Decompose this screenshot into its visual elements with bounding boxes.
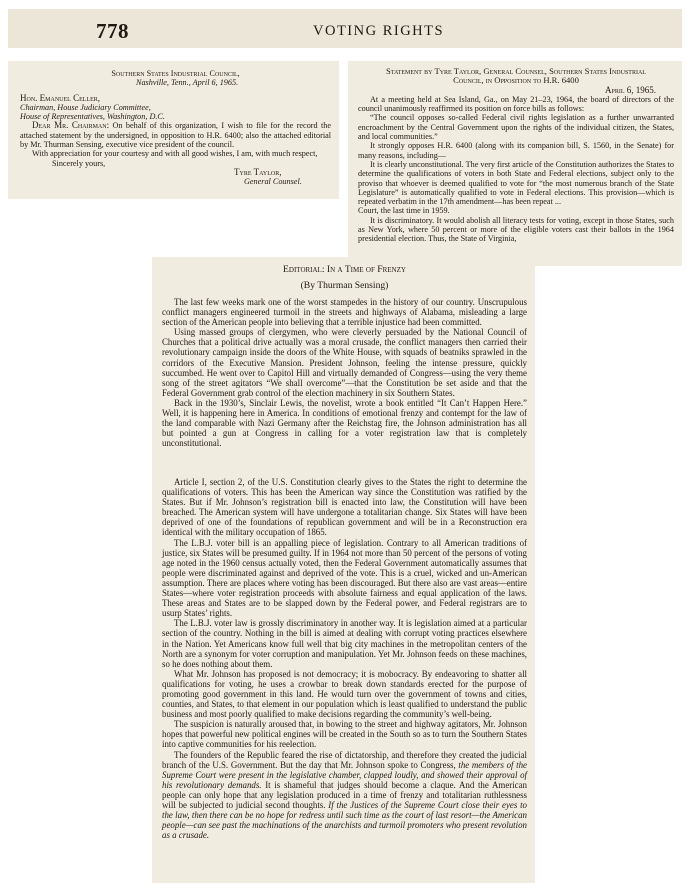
- letter-salutation: Dear Mr. Chairman:: [32, 120, 110, 131]
- statement-quote: “The council opposes so-called Federal civil rights legislation as a further unwarranted encroachment by the Central Government upon the rights of the individual citizen, the States, and local communities.”: [358, 113, 674, 142]
- editorial-paragraph: The last few weeks mark one of the worst stampedes in the history of our country. Unscrupulous conflict managers engineered turmoil in the streets and highways of Alabama, misleading a large section of the American people into believing that a terrible injustice had been committed.: [162, 297, 527, 328]
- editorial-text: The founders of the Republic feared the rise of dictatorship, and therefore they created the judicial branch of the U.S. Government. But the day that Mr. Johnson spoke to Congress,: [162, 749, 527, 770]
- statement-heading-line-2: Council, in Opposition to H.R. 6400: [453, 75, 579, 86]
- letter-organization: Southern States Industrial Council,: [111, 69, 240, 78]
- statement-date: April 6, 1965.: [604, 84, 656, 95]
- letter-clipping: [8, 61, 339, 199]
- editorial-title: Editorial: In a Time of Frenzy: [283, 264, 406, 275]
- editorial-paragraph: Using massed groups of clergymen, who were cleverly persuaded by the National Council of Churches that a political drive actually was a moral crusade, the conflict managers then carried their revolutionary campaign inside the doors of the White House, with squads of beatniks sprawled in the corridors of the Executive Mansion. President Johnson, feeling the intense pressure, quickly succumbed. He went over to Capitol Hill and virtually demanded of Congress—using the very theme song of the street agitators “We shall overcome”—that the Constitution be set aside and that the Federal Government grab control of the election machinery in six Southern States.: [162, 327, 527, 398]
- editorial-text: It is shameful that judges should become a claque. And the American people can only hope that any legislation produced in a time of frenzy and totalitarian ruthlessness will be subjected to judicial second thoughts.: [162, 779, 527, 810]
- letter-body-1-text: On behalf of this organization, I wish to file for the record the attached statement by the undersigned, in opposition to H.R. 6400; also the attached editorial by Mr. Thurman Sensing, executive vice president of the council.: [20, 121, 331, 150]
- page-header: [8, 9, 682, 48]
- editorial-paragraph: Article I, section 2, of the U.S. Constitution clearly gives to the States the right to determine the qualifications of voters. This has been the American way since the Constitution was ratified by the States. But if Mr. Johnson’s registration bill is enacted into law, the Constitution will have been breached. The American system will have undergone a totalitarian change. Six States will have been deprived of one of the foundations of republican government and will be in a Reconstruction era identical with the military occupation of 1865.: [162, 477, 527, 538]
- letter-place-date: Nashville, Tenn., April 6, 1965.: [136, 78, 239, 88]
- editorial-italic-text: the members of the Supreme Court were present in the legislative chamber, clapped loudly, and showed their approval of his revolutionary demands.: [162, 759, 527, 790]
- editorial-byline: (By Thurman Sensing): [300, 280, 389, 291]
- letter-addressee-name: Hon. Emanuel Celler,: [20, 92, 100, 103]
- editorial-paragraph-final: [162, 750, 527, 841]
- editorial-paragraph: The suspicion is naturally aroused that, in bowing to the street and highway agitators, Mr. Johnson hopes that powerful new political engines will be created in the South so as to turn the Southern States into captive communities for his reelection.: [162, 719, 527, 750]
- editorial-paragraph: What Mr. Johnson has proposed is not democracy; it is mobocracy. By endeavoring to shatter all qualifications for voting, he uses a crowbar to break down standards erected for the purpose of promoting good government in this land. He would turn over the government of towns and cities, counties, and States, to that element in our population which is least qualified to understand the public business and most poorly qualified to make decisions regarding the community’s well-being.: [162, 668, 527, 720]
- editorial-paragraph: The L.B.J. voter law is grossly discriminatory in another way. It is legislation aimed at a particular section of the country. Nothing in the bill is aimed at dealing with corrupt voting practices elsewhere in the Nation. Yet Americans know full well that big city machines in the metropolitan centers of the North are a synonym for voter corruption and manipulation. Yet Mr. Johnson feeds on these machines, so he does nothing about them.: [162, 618, 527, 669]
- letter-body-2: With appreciation for your courtesy and with all good wishes, I am, with much respect,: [32, 149, 318, 159]
- statement-para-1: At a meeting held at Sea Island, Ga., on May 21–23, 1964, the board of directors of the council unanimously reaffirmed its position on force bills as follows:: [358, 94, 674, 114]
- letter-closing: Sincerely yours,: [52, 158, 106, 168]
- letter-signer-title: General Counsel.: [244, 177, 302, 187]
- editorial-italic-text: If the Justices of the Supreme Court close their eyes to the law, then there can be no hope for redress until such time as the court of last resort—the American people—can see past the machinations of the anarchists and turmoil promoters who present revolution as a crusade.: [162, 800, 527, 841]
- statement-para-3: It is clearly unconstitutional. The very first article of the Constitution authorizes the States to determine the qualifications of voters in both State and Federal elections, subject only to the proviso that whoever is deemed qualified to vote for “the most numerous branch of the State Legislature” is automatically qualified to vote in Federal elections. This provision—which is repeated verbatim in the 17th amendment—has been repeat ...: [358, 159, 674, 207]
- letter-signer-name: Tyre Taylor,: [234, 166, 282, 177]
- statement-para-3-tail: Court, the last time in 1959.: [358, 206, 450, 216]
- editorial-clipping-bottom: [152, 473, 535, 883]
- statement-clipping: [348, 61, 682, 266]
- statement-heading-line-1: Statement by Tyre Taylor, General Counsel, Southern States Industrial: [386, 66, 646, 76]
- letter-addressee-house: House of Representatives, Washington, D.C.: [20, 112, 165, 122]
- editorial-paragraph: The L.B.J. voter bill is an appalling piece of legislation. Contrary to all American traditions of justice, six States will be presumed guilty. If in 1964 not more than 50 percent of the persons of voting age noted in the 1960 census actually voted, then the Federal Government automatically assumes that people were discriminated against and deprived of the vote. This is a cruel, wicked and un-American assumption. There are places where voting has been discouraged. But there also are vast areas—entire States—where voter registration proceeds with absolute fairness and equal application of the laws. These areas and States are to be slapped down by the Federal power, and Federal registrars are to usurp States’ rights.: [162, 537, 527, 619]
- letter-addressee-title: Chairman, House Judiciary Committee,: [20, 102, 151, 112]
- statement-para-2: It strongly opposes H.R. 6400 (along with its companion bill, S. 1560, in the Senate) for many reasons, including—: [358, 141, 674, 160]
- editorial-clipping-top: [152, 257, 535, 473]
- editorial-paragraph: Back in the 1930’s, Sinclair Lewis, the novelist, wrote a book entitled “It Can’t Happen Here.” Well, it is happening here in America. In conditions of emotional frenzy and contempt for the law of the land comparable with Nazi Germany after the Reichstag fire, the Johnson administration has all but pointed a gun at Congress in calling for a voter registration law that is completely unconstitutional.: [162, 397, 527, 449]
- page-number: 778: [96, 19, 129, 43]
- letter-body-1: [20, 121, 331, 149]
- page-header-title: VOTING RIGHTS: [313, 23, 445, 39]
- statement-para-4: It is discriminatory. It would abolish all literacy tests for voting, except in those States, such as New York, where 50 percent or more of the eligible voters cast their ballots in the 1964 presidential election. Thus, the State of Virginia,: [358, 215, 674, 244]
